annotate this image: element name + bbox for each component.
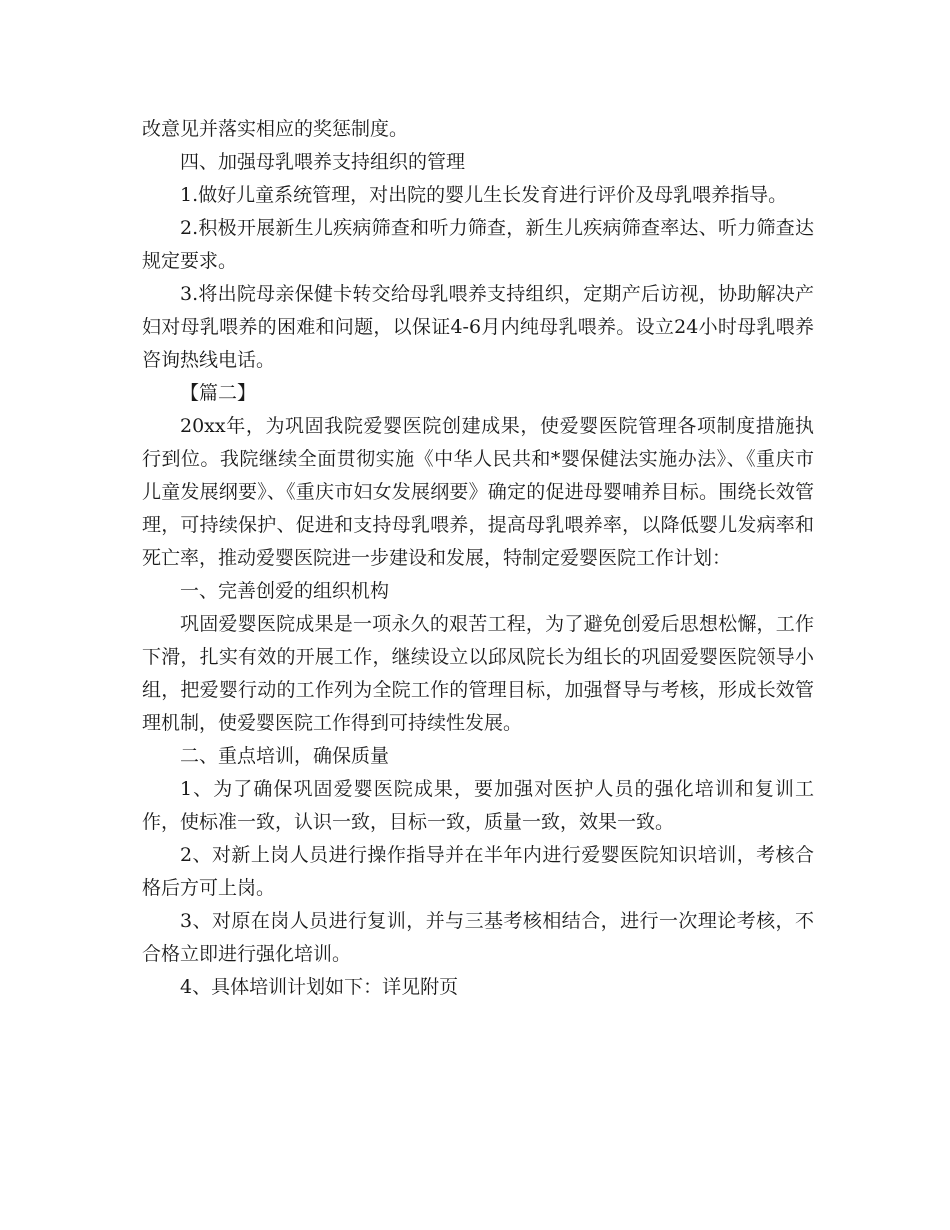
- body-paragraph: 巩固爱婴医院成果是一项永久的艰苦工程，为了避免创爱后思想松懈，工作下滑，扎实有效的开展工作，继续设立以邱凤院长为组长的巩固爱婴医院领导小组，把爱婴行动的工作列为全院工作的管理目标，加强督导与考核，形成长效管理机制，使爱婴医院工作得到可持续性发展。: [142, 613, 814, 734]
- training-item-2: 2、对新上岗人员进行操作指导并在半年内进行爱婴医院知识培训，考核合格后方可上岗。: [142, 844, 814, 899]
- document-body: [142, 113, 814, 1004]
- training-item-1: 1、为了确保巩固爱婴医院成果，要加强对医护人员的强化培训和复训工作，使标准一致，认识一致，目标一致，质量一致，效果一致。: [142, 778, 814, 833]
- section-heading-2: 二、重点培训，确保质量: [180, 745, 390, 767]
- section-heading-1: 一、完善创爱的组织机构: [180, 580, 390, 602]
- list-item-1: 1.做好儿童系统管理，对出院的婴儿生长发育进行评价及母乳喂养指导。: [180, 184, 788, 206]
- part-two-heading: 【篇二】: [180, 382, 257, 404]
- section-heading-4: 四、加强母乳喂养支持组织的管理: [180, 151, 466, 173]
- list-item-2: 2.积极开展新生儿疾病筛查和听力筛查，新生儿疾病筛查率达、听力筛查达规定要求。: [142, 217, 814, 272]
- list-item-3: 3.将出院母亲保健卡转交给母乳喂养支持组织，定期产后访视，协助解决产妇对母乳喂养的困难和问题，以保证4-6月内纯母乳喂养。设立24小时母乳喂养咨询热线电话。: [142, 283, 814, 371]
- intro-paragraph: 20xx年，为巩固我院爱婴医院创建成果，使爱婴医院管理各项制度措施执行到位。我院继续全面贯彻实施《中华人民共和*婴保健法实施办法》、《重庆市儿童发展纲要》、《重庆市妇女发展纲要》确定的促进母婴哺养目标。围绕长效管理，可持续保护、促进和支持母乳喂养，提高母乳喂养率，以降低婴儿发病率和死亡率，推动爱婴医院进一步建设和发展，特制定爱婴医院工作计划：: [142, 415, 814, 569]
- training-item-4: 4、具体培训计划如下：详见附页: [180, 976, 459, 998]
- paragraph-continuation: 改意见并落实相应的奖惩制度。: [142, 118, 409, 140]
- training-item-3: 3、对原在岗人员进行复训，并与三基考核相结合，进行一次理论考核，不合格立即进行强化培训。: [142, 910, 814, 965]
